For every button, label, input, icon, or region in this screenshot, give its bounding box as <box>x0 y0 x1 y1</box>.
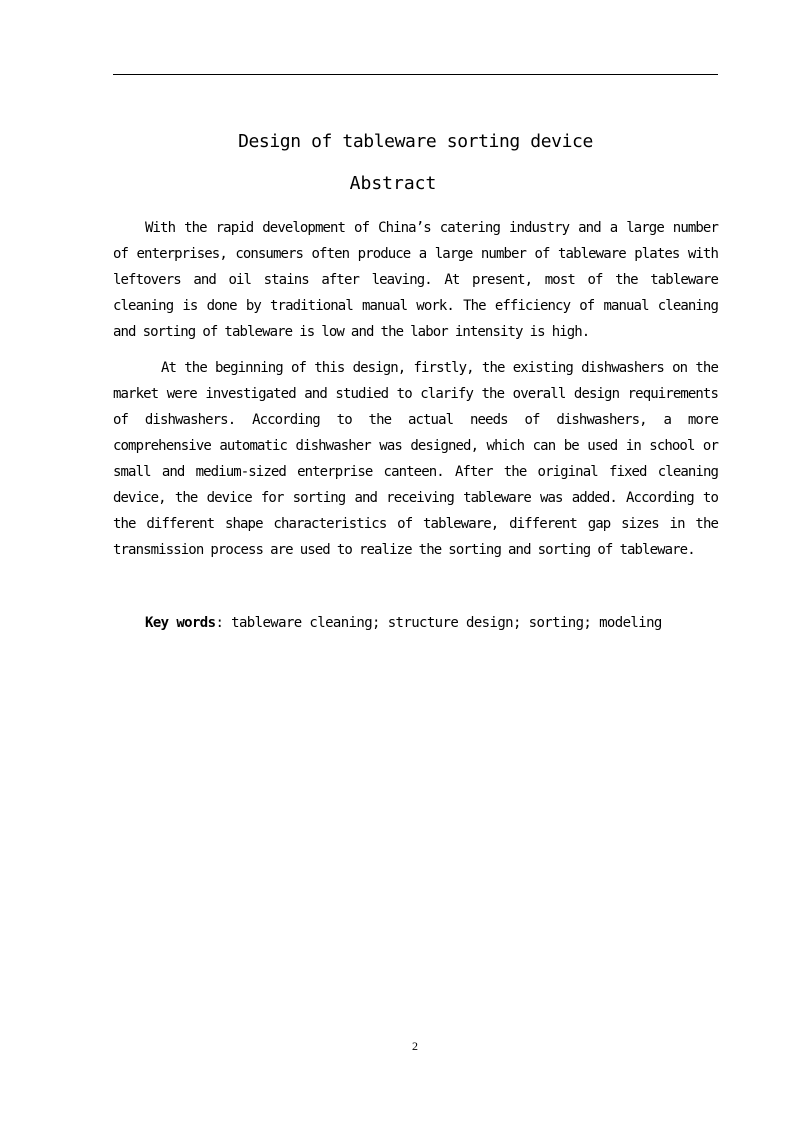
abstract-paragraph-1: With the rapid development of China’s catering industry and a large number of enterprises, consumers often produce a large number of tableware plates with leftovers and oil stains after leaving. At present, most of the tableware cleaning is done by traditional manual work. The efficiency of manual cleaning and sorting of tableware is low and the labor intensity is high. <box>113 220 718 340</box>
keywords-separator: : <box>215 615 232 631</box>
page-number: 2 <box>412 1039 418 1053</box>
keywords-list: tableware cleaning; structure design; sorting; modeling <box>231 615 662 631</box>
document-title: Design of tableware sorting device <box>238 131 593 152</box>
abstract-heading: Abstract <box>349 173 437 194</box>
header-rule <box>113 74 718 75</box>
abstract-paragraph-2: At the beginning of this design, firstly, the existing dishwashers on the market were investigated and studied to clarify the overall design requirements of dishwashers. According to the actual needs of dishwashers, a more comprehensive automatic dishwasher was designed, which can be used in school or small and medium-sized enterprise canteen. After the original fixed cleaning device, the device for sorting and receiving tableware was added. According to the different shape characteristics of tableware, different gap sizes in the transmission process are used to realize the sorting and sorting of tableware. <box>113 360 718 558</box>
keywords-label: Key words <box>145 615 216 631</box>
keywords-line <box>145 610 718 636</box>
